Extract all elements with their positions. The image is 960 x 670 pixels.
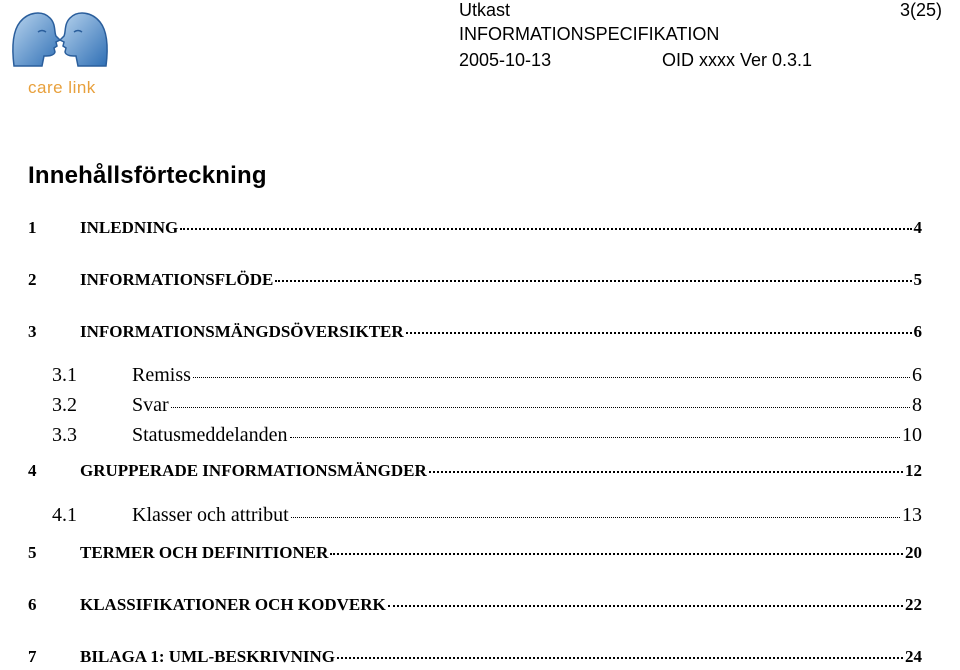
toc-entry[interactable] <box>52 504 922 527</box>
toc-dot-leader <box>337 657 903 659</box>
header-row-doctype <box>459 24 942 44</box>
toc-entry-number: 5 <box>28 543 37 562</box>
toc-dot-leader <box>180 228 911 230</box>
toc-entry-number: 7 <box>28 647 37 666</box>
carelink-logo <box>8 6 112 102</box>
toc-entry[interactable] <box>28 543 922 563</box>
toc-entry-page: 20 <box>905 543 922 562</box>
toc-entry[interactable] <box>28 270 922 290</box>
toc-entry-page: 24 <box>905 647 922 666</box>
toc-entry-page: 13 <box>902 504 922 526</box>
toc-entry-page: 5 <box>913 270 922 289</box>
toc-entry[interactable] <box>52 364 922 387</box>
toc-entry-title: BILAGA 1: UML-BESKRIVNING <box>80 647 336 666</box>
toc-entry-page: 12 <box>905 461 922 480</box>
toc-entry-title: INFORMATIONSMÄNGDSÖVERSIKTER <box>80 322 404 341</box>
toc-dot-leader <box>171 407 910 408</box>
header-row-date <box>459 50 942 70</box>
toc-heading: Innehållsförteckning <box>28 162 267 189</box>
toc-dot-leader <box>330 553 903 555</box>
logo-text: care link <box>28 78 96 97</box>
toc-dot-leader <box>193 377 910 378</box>
toc-dot-leader <box>275 280 911 282</box>
toc-entry-title: Svar <box>132 394 169 416</box>
toc-dot-leader <box>291 517 900 518</box>
toc-dot-leader <box>406 332 912 334</box>
document-version: OID xxxx Ver 0.3.1 <box>662 50 813 70</box>
toc-entry-number: 3 <box>28 322 37 341</box>
toc-entry-title: Statusmeddelanden <box>132 424 288 446</box>
toc-entry-title: INLEDNING <box>80 218 179 237</box>
toc-entry[interactable] <box>52 394 922 417</box>
toc-entry-title: Remiss <box>132 364 191 386</box>
page-number: 3(25) <box>899 0 942 20</box>
toc-entry-page: 6 <box>912 364 922 386</box>
toc-entry-page: 4 <box>913 218 922 237</box>
toc-entry-number: 1 <box>28 218 37 237</box>
toc-entry-number: 4 <box>28 461 37 480</box>
toc-entry-number: 3.2 <box>52 394 77 416</box>
header-row-status <box>459 0 942 20</box>
faces-logo-icon <box>8 6 112 78</box>
toc-entry[interactable] <box>28 595 922 615</box>
toc-entry-page: 10 <box>902 424 922 446</box>
toc-entry-number: 3.3 <box>52 424 77 446</box>
toc-entry-title: Klasser och attribut <box>132 504 289 526</box>
toc-entry[interactable] <box>52 424 922 447</box>
document-status: Utkast <box>459 0 511 20</box>
toc-entry-title: GRUPPERADE INFORMATIONSMÄNGDER <box>80 461 427 480</box>
toc-dot-leader <box>429 471 903 473</box>
toc-entry-title: KLASSIFIKATIONER OCH KODVERK <box>80 595 386 614</box>
toc-entry-title: TERMER OCH DEFINITIONER <box>80 543 329 562</box>
toc-dot-leader <box>388 605 903 607</box>
toc-entry-page: 22 <box>905 595 922 614</box>
document-date: 2005-10-13 <box>459 50 552 70</box>
toc-entry[interactable] <box>28 218 922 238</box>
toc-entry-number: 2 <box>28 270 37 289</box>
toc-entry[interactable] <box>28 461 922 481</box>
toc-entry-number: 6 <box>28 595 37 614</box>
toc-entry-page: 8 <box>912 394 922 416</box>
toc-dot-leader <box>290 437 900 438</box>
toc-entry-number: 3.1 <box>52 364 77 386</box>
toc-entry-number: 4.1 <box>52 504 77 526</box>
toc-entry[interactable] <box>28 647 922 667</box>
toc-entry[interactable] <box>28 322 922 342</box>
toc-entry-page: 6 <box>913 322 922 341</box>
toc-entry-title: INFORMATIONSFLÖDE <box>80 270 274 289</box>
document-type: INFORMATIONSPECIFIKATION <box>459 24 720 44</box>
